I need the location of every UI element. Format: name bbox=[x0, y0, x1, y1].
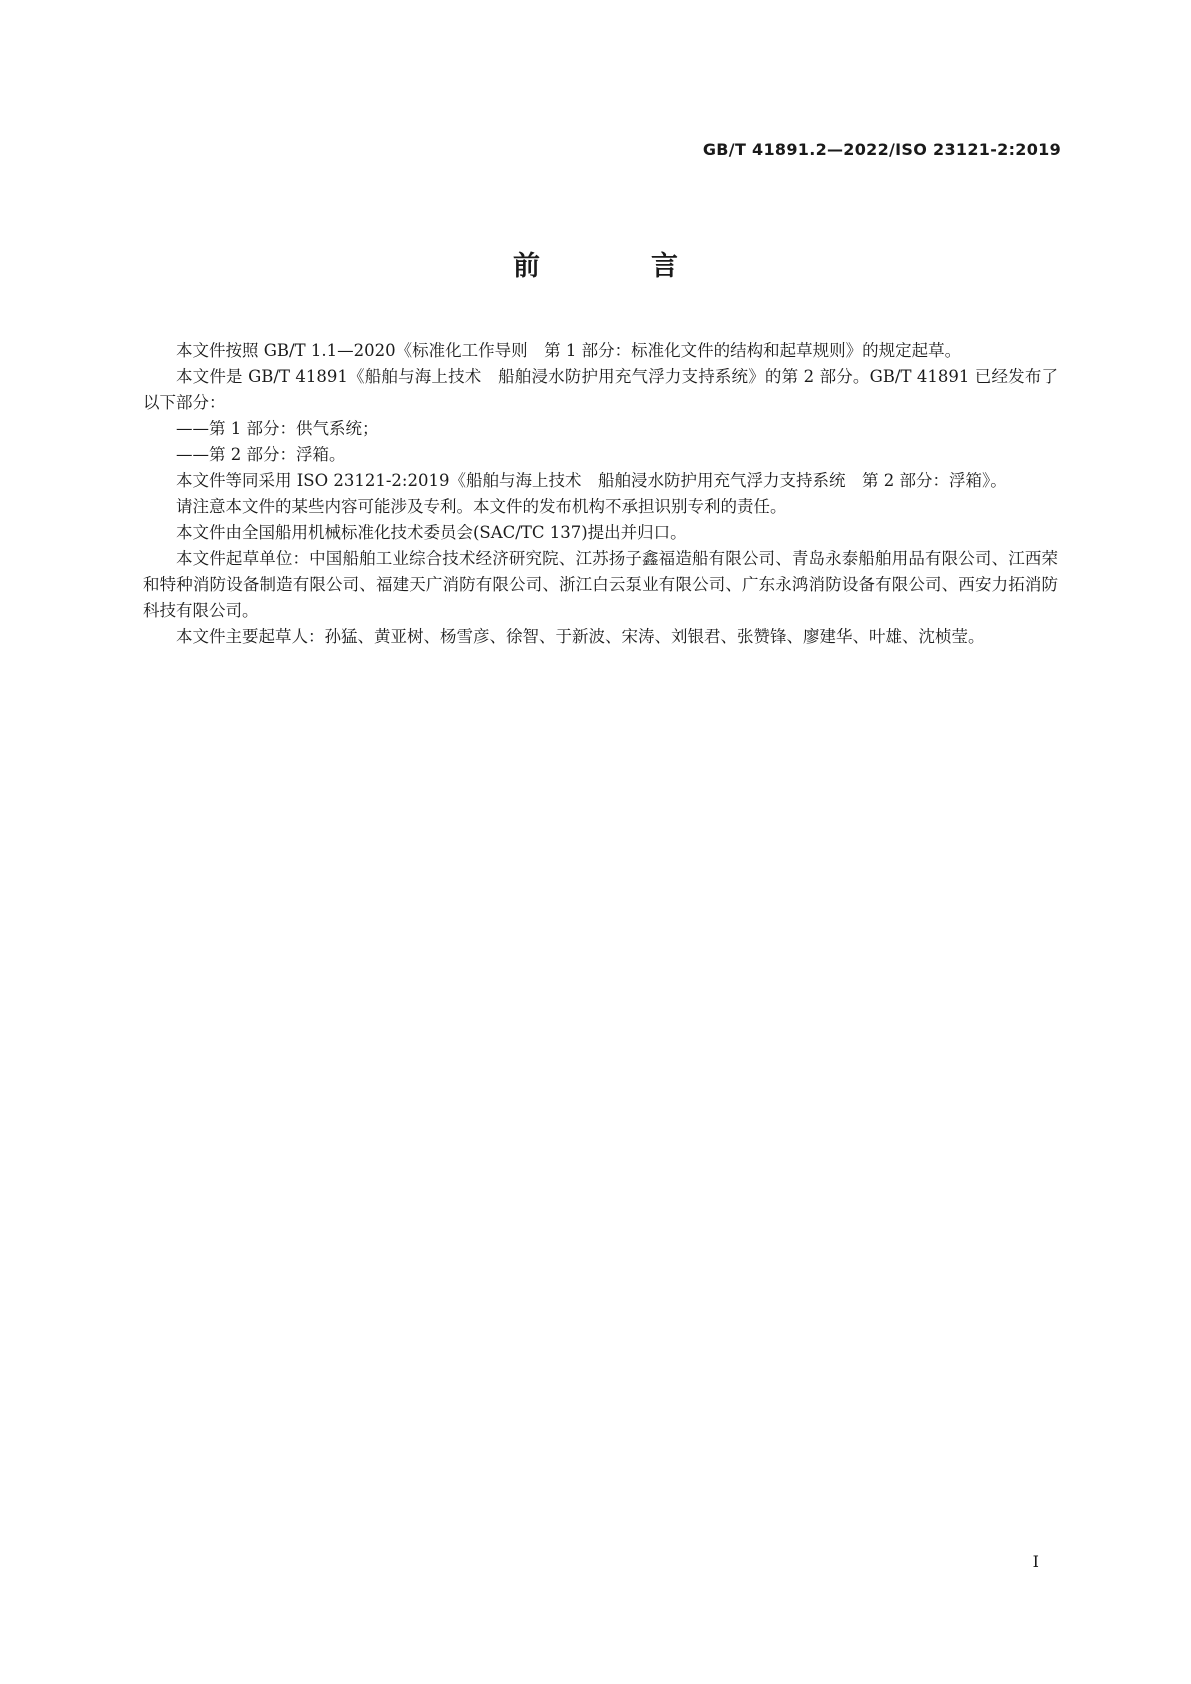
standard-code-header: GB/T 41891.2—2022/ISO 23121-2:2019 bbox=[702, 140, 1061, 159]
paragraph-series-part: 本文件是 GB/T 41891《船舶与海上技术 船舶浸水防护用充气浮力支持系统》的第 2 部分。GB/T 41891 已经发布了以下部分： bbox=[143, 367, 1058, 412]
paragraph-drafting-units: 本文件起草单位：中国船舶工业综合技术经济研究院、江苏扬子鑫福造船有限公司、青岛永泰船舶用品有限公司、江西荣和特种消防设备制造有限公司、福建天广消防有限公司、浙江白云泵业有限公司、广东永鸿消防设备有限公司、西安力拓消防科技有限公司。 bbox=[143, 549, 1058, 620]
list-item-part-1: ——第 1 部分：供气系统； bbox=[176, 419, 379, 438]
paragraph-committee: 本文件由全国船用机械标准化技术委员会(SAC/TC 137)提出并归口。 bbox=[176, 523, 687, 542]
paragraph-adoption: 本文件等同采用 ISO 23121-2:2019《船舶与海上技术 船舶浸水防护用充气浮力支持系统 第 2 部分：浮箱》。 bbox=[176, 471, 1007, 490]
page-number: I bbox=[1032, 1552, 1039, 1571]
paragraph-patent-notice: 请注意本文件的某些内容可能涉及专利。本文件的发布机构不承担识别专利的责任。 bbox=[176, 497, 787, 516]
paragraph-drafting-rules: 本文件按照 GB/T 1.1—2020《标准化工作导则 第 1 部分：标准化文件的结构和起草规则》的规定起草。 bbox=[176, 341, 962, 360]
paragraph-drafters: 本文件主要起草人：孙猛、黄亚树、杨雪彦、徐智、于新波、宋涛、刘银君、张赞锋、廖建华、叶雄、沈桢莹。 bbox=[176, 627, 985, 646]
page-title: 前 言 bbox=[513, 251, 720, 282]
list-item-part-2: ——第 2 部分：浮箱。 bbox=[176, 445, 346, 464]
foreword-body bbox=[143, 338, 1058, 650]
